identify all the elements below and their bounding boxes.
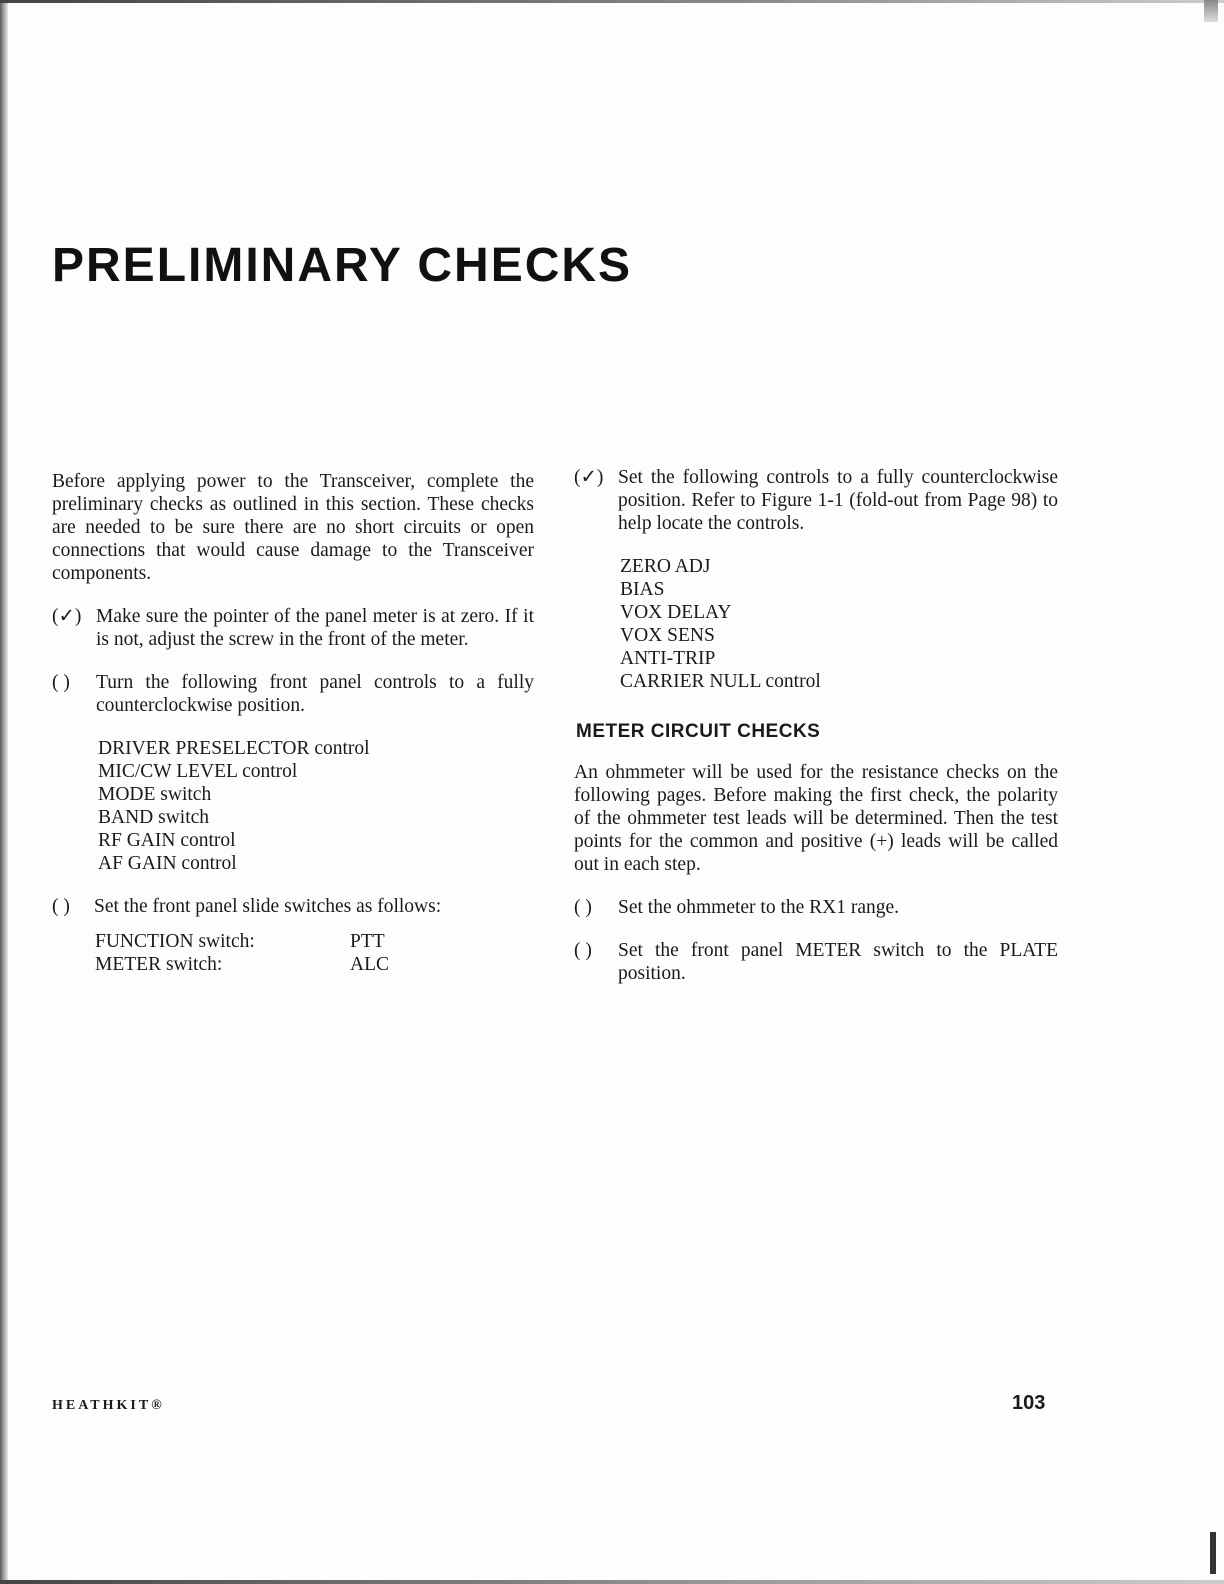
step-counterclockwise-controls: [574, 466, 1058, 535]
step-front-panel-controls: [52, 671, 534, 717]
step-text: Make sure the pointer of the panel meter is at zero. If it is not, adjust the screw in the front of the meter.: [96, 606, 534, 650]
scan-mark: [1210, 1532, 1216, 1574]
checkbox-marker[interactable]: ( ): [52, 896, 70, 917]
list-item: VOX SENS: [620, 625, 715, 646]
switch-value: ALC: [350, 954, 389, 975]
switch-value: PTT: [350, 931, 385, 952]
list-item: MIC/CW LEVEL control: [98, 761, 298, 782]
step-panel-meter: [52, 605, 534, 651]
list-item: AF GAIN control: [98, 853, 237, 874]
checkbox-marker[interactable]: ( ): [574, 897, 592, 918]
meter-paragraph: An ohmmeter will be used for the resistance checks on the following pages. Before making the first check, the polarity of the ohmmeter test leads will be determined. Then the test points for the common and positive (+) leads will be called out in each step.: [574, 762, 1058, 875]
switch-name: FUNCTION switch:: [95, 931, 255, 952]
step-text: Set the front panel METER switch to the PLATE position.: [618, 940, 1058, 984]
list-item: VOX DELAY: [620, 602, 732, 623]
brand-logo: HEATHKIT®: [52, 1398, 165, 1413]
section-heading: METER CIRCUIT CHECKS: [576, 721, 821, 742]
control-list: [98, 737, 534, 875]
step-meter-switch: [574, 939, 1058, 985]
list-item: MODE switch: [98, 784, 212, 805]
list-item: CARRIER NULL control: [620, 671, 821, 692]
intro-paragraph: Before applying power to the Transceiver, complete the preliminary checks as outlined in this section. These checks are needed to be sure there are no short circuits or open connections that would cause damage to the Transceiver components.: [52, 471, 534, 584]
page-edge-top: [0, 0, 1224, 3]
control-list: [620, 555, 1058, 693]
switch-name: METER switch:: [95, 954, 223, 975]
checkbox-marker[interactable]: ( ): [574, 940, 592, 961]
step-text: Set the front panel slide switches as follows:: [94, 896, 442, 917]
page-edge-bottom: [0, 1580, 1224, 1584]
checkbox-marker[interactable]: (✓): [574, 467, 604, 488]
step-ohmmeter-range: [574, 896, 1058, 919]
list-item: BAND switch: [98, 807, 210, 828]
right-column: [574, 466, 1058, 1005]
page-title: PRELIMINARY CHECKS: [52, 239, 633, 292]
page-number: 103: [1012, 1392, 1046, 1414]
table-row: [95, 930, 389, 953]
page-edge-shadow: [0, 0, 8, 1584]
list-item: ZERO ADJ: [620, 556, 711, 577]
step-slide-switches: [52, 895, 534, 918]
step-text: Set the ohmmeter to the RX1 range.: [618, 897, 900, 918]
list-item: RF GAIN control: [98, 830, 236, 851]
step-text: Turn the following front panel controls to a fully counterclockwise position.: [96, 672, 534, 716]
list-item: DRIVER PRESELECTOR control: [98, 738, 370, 759]
table-row: [95, 953, 389, 976]
list-item: BIAS: [620, 579, 665, 600]
checkbox-marker[interactable]: ( ): [52, 672, 70, 693]
step-text: Set the following controls to a fully counterclockwise position. Refer to Figure 1-1 (fold-out from Page 98) to help locate the controls.: [618, 467, 1058, 534]
scan-mark: [1204, 0, 1218, 22]
left-column: [52, 470, 534, 976]
list-item: ANTI-TRIP: [620, 648, 716, 669]
switch-settings-table: [95, 930, 389, 976]
checkbox-marker[interactable]: (✓): [52, 606, 82, 627]
